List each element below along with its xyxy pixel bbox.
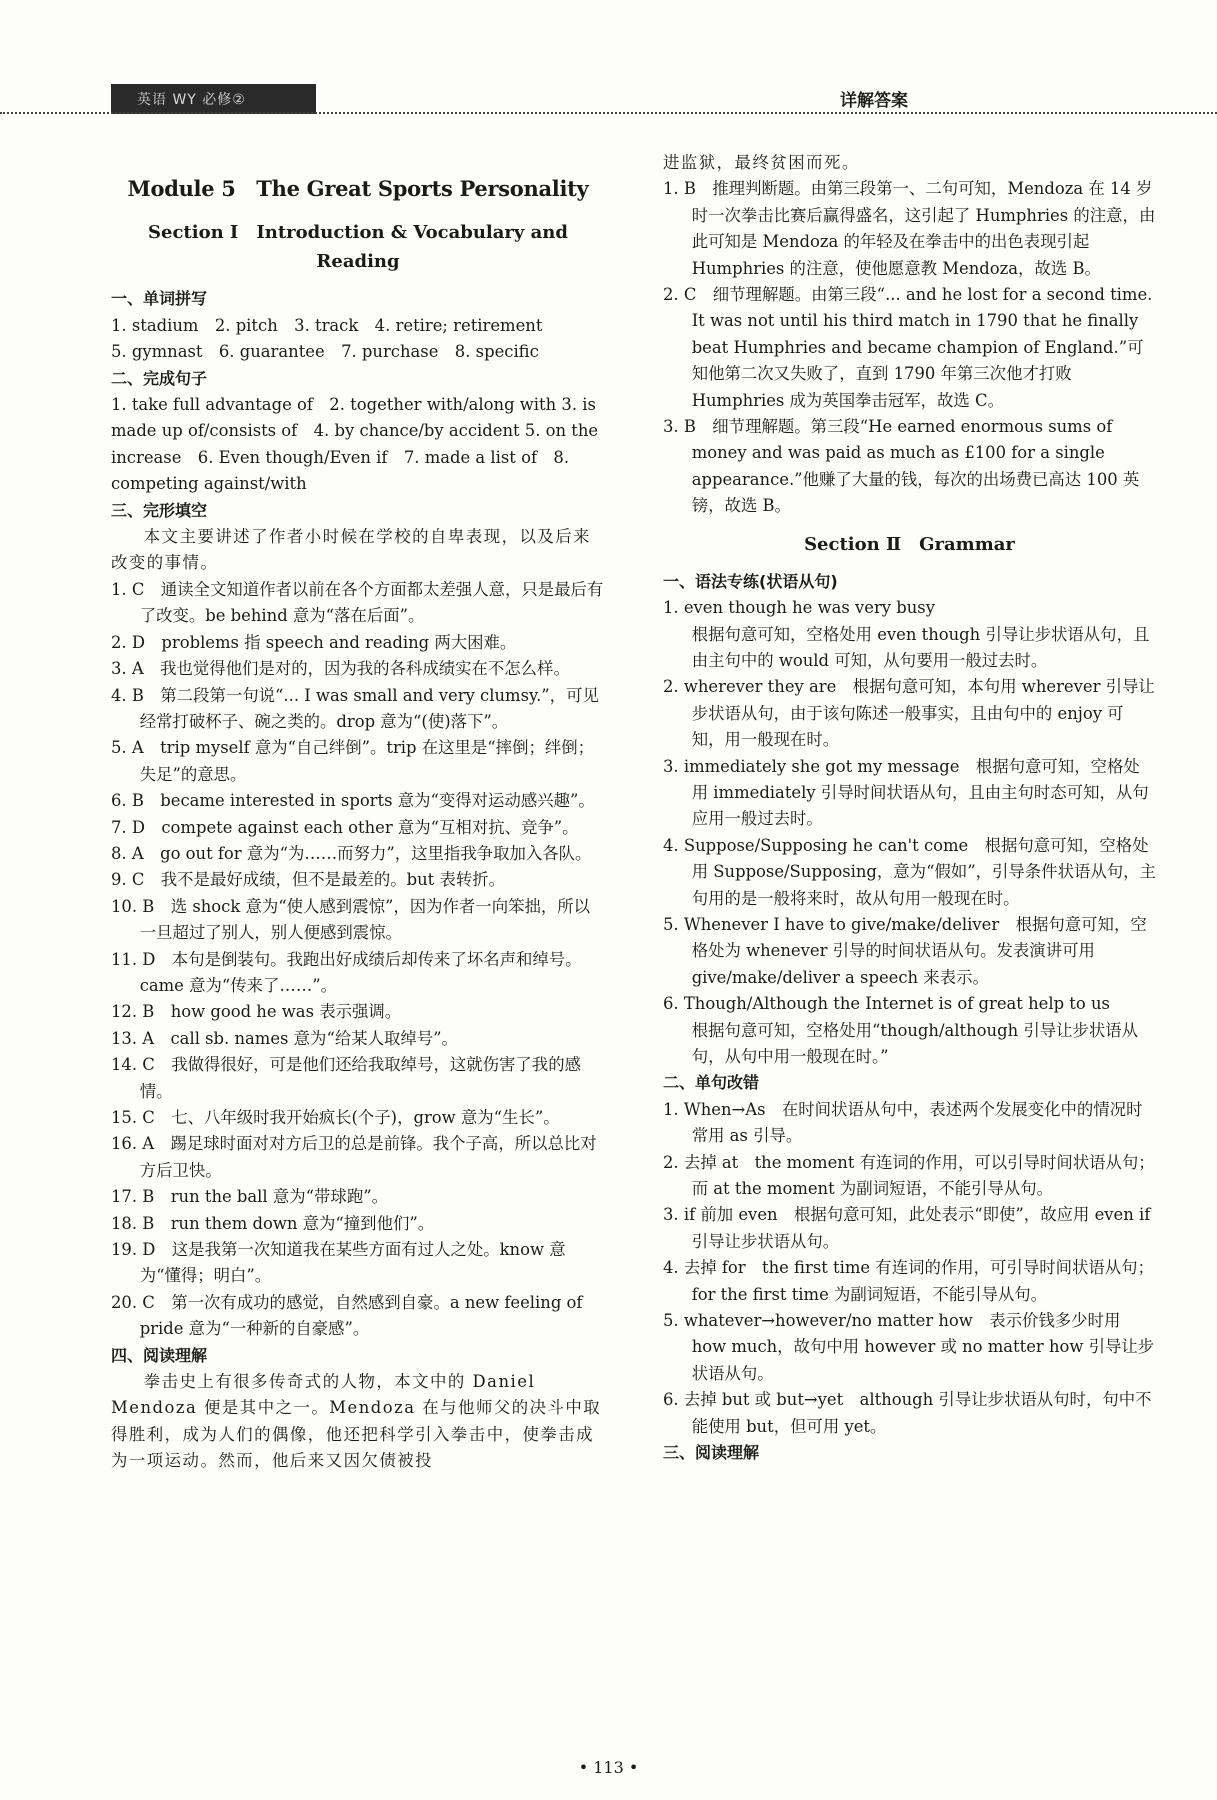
header-badge: 英语 WY 必修② <box>111 84 316 114</box>
right-column <box>663 150 1156 1467</box>
correction-item: 2. 去掉 at the moment 有连词的作用，可以引导时间状语从句；而 at the moment 为副词短语，不能引导从句。 <box>663 1152 1155 1199</box>
grammar-item: 4. Suppose/Supposing he can't come 根据句意可知，空格处用 Suppose/Supposing，意为“假如”，引导条件状语从句，主句用的是一般将来时，故从句用一般现在时。 <box>663 835 1156 908</box>
section-title: Section Ⅱ Grammar <box>804 533 1015 555</box>
header-title: 详解答案 <box>840 91 908 111</box>
correction-item: 6. 去掉 but 或 but→yet although 引导让步状语从句时，句中不能使用 but，但可用 yet。 <box>663 1390 1152 1436</box>
reading-intro: 拳击史上有很多传奇式的人物，本文中的 Daniel Mendoza 便是其中之一。Mendoza 在与他师父的决斗中取得胜利，成为人们的偶像，他还把科学引入拳击中，使拳击成为一项运动。然而，他后来又因欠债被投 <box>111 1372 602 1471</box>
cloze-item: 13. A call sb. names 意为“给某人取绰号”。 <box>111 1028 458 1048</box>
correction-item: 1. When→As 在时间状语从句中，表述两个发展变化中的情况时常用 as 引导。 <box>663 1099 1143 1146</box>
cloze-item: 3. A 我也觉得他们是对的，因为我的各科成绩实在不怎么样。 <box>111 659 570 679</box>
section-title: Section Ⅰ Introduction & Vocabulary and Reading <box>148 222 568 273</box>
correction-item: 3. if 前加 even 根据句意可知，此处表示“即使”，故应用 even if 引导让步状语从句。 <box>663 1205 1151 1251</box>
heading-corrections: 二、单句改错 <box>663 1073 760 1093</box>
heading-cloze: 三、完形填空 <box>111 500 208 520</box>
vocab-line: 5. gymnast 6. guarantee 7. purchase 8. specific <box>111 342 539 362</box>
cloze-item: 6. B became interested in sports 意为“变得对运动感兴趣”。 <box>111 791 595 811</box>
cloze-intro: 本文主要讲述了作者小时候在学校的自卑表现，以及后来改变的事情。 <box>111 527 592 573</box>
cloze-item: 10. B 选 shock 意为“使人感到震惊”，因为作者一向笨拙，所以一旦超过了别人，别人便感到震惊。 <box>111 896 591 943</box>
cloze-item: 5. A trip myself 意为“自己绊倒”。trip 在这里是“摔倒；绊倒；失足”的意思。 <box>111 738 595 784</box>
cloze-item: 2. D problems 指 speech and reading 两大困难。 <box>111 632 517 652</box>
heading-grammar: 一、语法专练(状语从句) <box>663 571 838 591</box>
cloze-item: 14. C 我做得很好，可是他们还给我取绰号，这就伤害了我的感情。 <box>111 1055 581 1101</box>
cloze-item: 11. D 本句是倒装句。我跑出好成绩后却传来了坏名声和绰号。came 意为“传来了……”。 <box>111 949 582 995</box>
grammar-item: 1. even though he was very busy 根据句意可知，空格处用 even though 引导让步状语从句，且由主句中的 would 可知，从句要用一般过去时。 <box>663 598 1150 670</box>
cloze-item: 18. B run them down 意为“撞到他们”。 <box>111 1213 435 1233</box>
module-title: Module 5 The Great Sports Personality <box>127 176 589 201</box>
cloze-item: 17. B run the ball 意为“带球跑”。 <box>111 1187 388 1207</box>
cloze-item: 12. B how good he was 表示强调。 <box>111 1002 402 1022</box>
cloze-item: 8. A go out for 意为“为……而努力”，这里指我争取加入各队。 <box>111 843 592 863</box>
heading-sentences: 二、完成句子 <box>111 368 208 388</box>
cloze-item: 4. B 第二段第一句说“... I was small and very clumsy.”，可见经常打破杯子、碗之类的。drop 意为“(使)落下”。 <box>111 685 599 731</box>
cloze-item: 9. C 我不是最好成绩，但不是最差的。but 表转折。 <box>111 870 506 890</box>
correction-item: 4. 去掉 for the first time 有连词的作用，可引导时间状语从句；for the first time 为副词短语，不能引导从句。 <box>663 1258 1154 1304</box>
heading-reading-2: 三、阅读理解 <box>663 1443 760 1463</box>
reading-item: 3. B 细节理解题。第三段“He earned enormous sums of money and was paid as much as £100 for a single appearance.”他赚了大量的钱，每次的出场费已高达 100 英镑，故选 B。 <box>663 417 1140 516</box>
cloze-item: 1. C 通读全文知道作者以前在各个方面都太差强人意，只是最后有了改变。be behind 意为“落在后面”。 <box>111 579 604 626</box>
cloze-item: 19. D 这是我第一次知道我在某些方面有过人之处。know 意为“懂得；明白”。 <box>111 1240 566 1286</box>
reading-item: 2. C 细节理解题。由第三段“... and he lost for a second time. It was not until his third match in 1790 that he finally beat Humphries and became champion of England.”可知他第二次又失败了，直到 1790 年第三次他才打败 Humphries 成为英国拳击冠军，故选 C。 <box>663 285 1153 410</box>
grammar-item: 5. Whenever I have to give/make/deliver 根据句意可知，空格处为 whenever 引导的时间状语从句。发表演讲可用 give/make/deliver a speech 来表示。 <box>663 914 1147 987</box>
heading-vocab: 一、单词拼写 <box>111 289 208 309</box>
heading-reading: 四、阅读理解 <box>111 1345 208 1365</box>
cloze-item: 16. A 踢足球时面对对方后卫的总是前锋。我个子高，所以总比对方后卫快。 <box>111 1134 597 1180</box>
grammar-item: 6. Though/Although the Internet is of great help to us 根据句意可知，空格处用“though/although 引导让步状语从句，从句中用一般现在时。” <box>663 994 1139 1066</box>
cloze-item: 20. C 第一次有成功的感觉，自然感到自豪。a new feeling of pride 意为“一种新的自豪感”。 <box>111 1292 583 1339</box>
grammar-item: 2. wherever they are 根据句意可知，本句用 wherever 引导让步状语从句，由于该句陈述一般事实，且由句中的 enjoy 可知，用一般现在时。 <box>663 677 1155 750</box>
vocab-line: 1. stadium 2. pitch 3. track 4. retire; retirement <box>111 315 543 335</box>
cloze-item: 15. C 七、八年级时我开始疯长(个子)，grow 意为“生长”。 <box>111 1108 560 1127</box>
page-number: • 113 • <box>578 1758 639 1777</box>
reading-item: 1. B 推理判断题。由第三段第一、二句可知，Mendoza 在 14 岁时一次拳击比赛后赢得盛名，这引起了 Humphries 的注意，由此可知是 Mendoza 的年轻及在拳击中的出色表现引起 Humphries 的注意，使他愿意教 Mendoza，故选 B。 <box>663 179 1156 278</box>
correction-item: 5. whatever→however/no matter how 表示价钱多少时用 how much，故句中用 however 或 no matter how 引导让步状语从句。 <box>663 1311 1155 1383</box>
header-divider <box>0 112 1217 114</box>
sentences-answers: 1. take full advantage of 2. together with/along with 3. is made up of/consists of 4. by chance/by accident 5. on the increase 6. Even though/Even if 7. made a list of 8. competing against/with <box>111 395 599 494</box>
cloze-item: 7. D compete against each other 意为“互相对抗、竞争”。 <box>111 817 579 837</box>
grammar-item: 3. immediately she got my message 根据句意可知，空格处用 immediately 引导时间状语从句，且由主句时态可知，从句应用一般过去时。 <box>663 756 1149 829</box>
left-column <box>111 150 605 1475</box>
reading-intro-continued: 进监狱，最终贫困而死。 <box>663 153 860 172</box>
